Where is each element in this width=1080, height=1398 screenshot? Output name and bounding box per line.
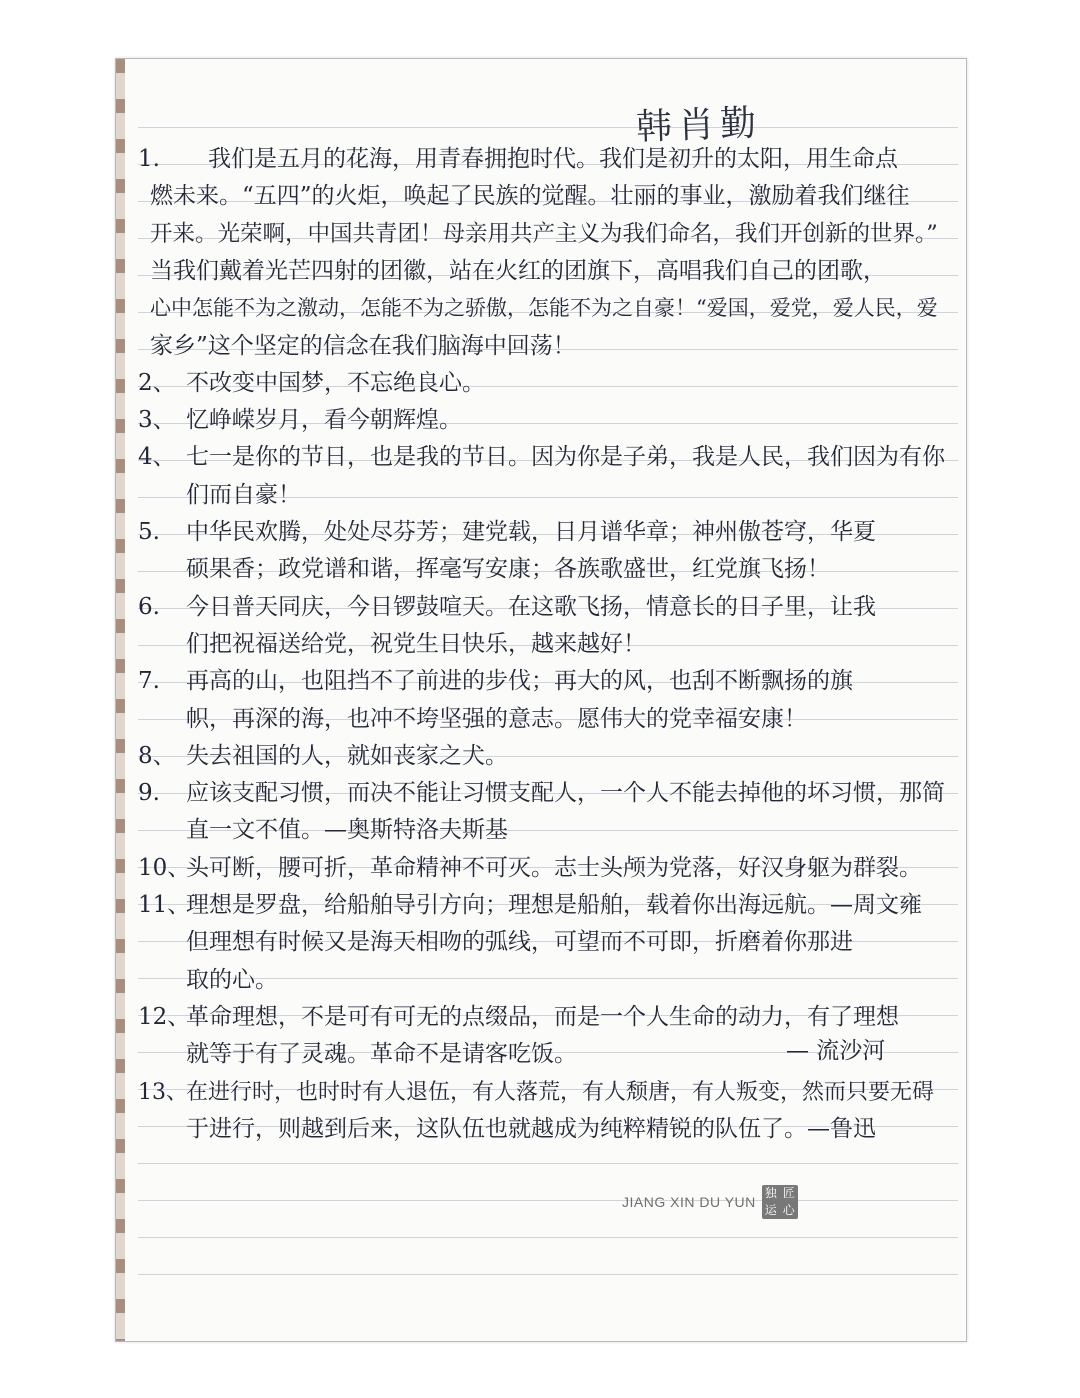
watermark-text: JIANG XIN DU YUN	[622, 1194, 756, 1210]
line-text: 燃未来。“五四”的火炬，唤起了民族的觉醒。壮丽的事业，激励着我们继往	[150, 183, 910, 210]
text-line	[186, 701, 926, 738]
line-text: 家乡”这个坚定的信念在我们脑海中回荡！	[150, 332, 576, 359]
line-text: 硕果香；政党谱和谐，挥毫写安康；各族歌盛世，红党旗飞扬！	[186, 556, 830, 583]
item-number: 3、	[138, 407, 176, 434]
text-line	[138, 663, 926, 700]
text-line	[186, 962, 926, 999]
line-text: 取的心。	[186, 966, 278, 993]
watermark	[622, 1185, 798, 1219]
text-line	[138, 402, 926, 439]
line-text: 再高的山，也阻挡不了前进的步伐；再大的风，也刮不断飘扬的旗	[186, 668, 853, 695]
item-number: 9.	[138, 780, 160, 807]
line-text: 但理想有时候又是海天相吻的弧线，可望而不可即，折磨着你那进	[186, 929, 853, 956]
item-number: 1.	[138, 146, 160, 172]
line-text: 心中怎能不为之激动，怎能不为之骄傲，怎能不为之自豪！“爱国，爱党，爱人民，爱	[150, 296, 938, 321]
text-line	[138, 1074, 935, 1111]
text-line	[138, 589, 926, 626]
item-number: 13、	[138, 1079, 188, 1105]
line-text: 于进行，则越到后来，这队伍也就越成为纯粹精锐的队伍了。—鲁迅	[186, 1115, 876, 1142]
ruled-line	[138, 1200, 958, 1201]
line-text: 就等于有了灵魂。革命不是请客吃饭。	[186, 1041, 577, 1068]
text-line	[138, 141, 926, 178]
line-text: 七一是你的节日，也是我的节日。因为你是子弟，我是人民，我们因为有你	[186, 444, 945, 471]
text-line	[138, 775, 945, 812]
line-text: 失去祖国的人，就如丧家之犬。	[186, 742, 508, 769]
line-text: 们而自豪！	[186, 481, 301, 508]
text-line	[150, 216, 938, 253]
item-number: 11、	[138, 892, 191, 918]
text-line	[186, 1111, 926, 1148]
item-number: 4、	[138, 444, 176, 471]
author-name: 韩肖勤	[635, 102, 763, 149]
item-number: 2、	[138, 369, 176, 396]
text-line	[138, 365, 926, 402]
text-line	[186, 551, 926, 588]
text-line	[138, 514, 926, 551]
text-line	[138, 999, 926, 1036]
text-line	[138, 439, 945, 476]
text-line	[138, 850, 926, 887]
notebook-binding	[116, 59, 125, 1341]
item-number: 5.	[138, 519, 160, 545]
line-text: 们把祝福送给党，祝党生日快乐，越来越好！	[186, 630, 646, 657]
line-text: 今日普天同庆，今日锣鼓喧天。在这歌飞扬，情意长的日子里，让我	[186, 593, 876, 620]
text-line	[150, 328, 926, 365]
line-text: 我们是五月的花海，用青春拥抱时代。我们是初升的太阳，用生命点	[208, 146, 898, 172]
watermark-seal: 独 匠 运 心	[762, 1185, 798, 1219]
item-number: 10、	[138, 854, 191, 881]
item-number: 6.	[138, 593, 160, 620]
text-line	[186, 812, 926, 849]
text-line	[186, 477, 926, 514]
line-text: 忆峥嵘岁月，看今朝辉煌。	[186, 407, 462, 434]
text-line	[150, 290, 938, 327]
attribution-liushahe: — 流沙河	[786, 1038, 886, 1064]
ruled-line	[138, 1274, 958, 1275]
text-line	[186, 626, 926, 663]
text-line	[138, 738, 926, 775]
line-text: 开来。光荣啊，中国共青团！母亲用共产主义为我们命名，我们开创新的世界。”	[150, 220, 938, 247]
item-number: 7.	[138, 668, 160, 695]
ruled-line	[138, 127, 958, 128]
text-line	[150, 178, 926, 215]
notebook-page	[115, 58, 967, 1342]
line-text: 应该支配习惯，而决不能让习惯支配人，一个人不能去掉他的坏习惯，那简	[186, 780, 945, 807]
line-text: 不改变中国梦，不忘绝良心。	[186, 369, 485, 396]
line-text: 直一文不值。—奥斯特洛夫斯基	[186, 817, 508, 844]
item-number: 12、	[138, 1003, 191, 1030]
line-text: 头可断，腰可折，革命精神不可灭。志士头颅为党落，好汉身躯为群裂。	[186, 854, 922, 881]
ruled-line	[138, 1163, 958, 1164]
line-text: 帜，再深的海，也冲不垮坚强的意志。愿伟大的党幸福安康！	[186, 705, 807, 732]
line-text: 革命理想，不是可有可无的点缀品，而是一个人生命的动力，有了理想	[186, 1003, 899, 1030]
text-line	[186, 924, 926, 961]
ruled-line	[138, 1237, 958, 1238]
line-text: 中华民欢腾，处处尽芬芳；建党载，日月谱华章；神州傲苍穹，华夏	[186, 519, 876, 545]
text-line	[138, 887, 926, 924]
text-line	[150, 253, 926, 290]
item-number: 8、	[138, 742, 176, 769]
line-text: 当我们戴着光芒四射的团徽，站在火红的团旗下，高唱我们自己的团歌，	[150, 257, 886, 284]
line-text: 理想是罗盘，给船舶导引方向；理想是船舶，载着你出海远航。—周文雍	[186, 892, 922, 918]
line-text: 在进行时，也时时有人退伍，有人落荒，有人颓唐，有人叛变，然而只要无碍	[186, 1079, 935, 1105]
